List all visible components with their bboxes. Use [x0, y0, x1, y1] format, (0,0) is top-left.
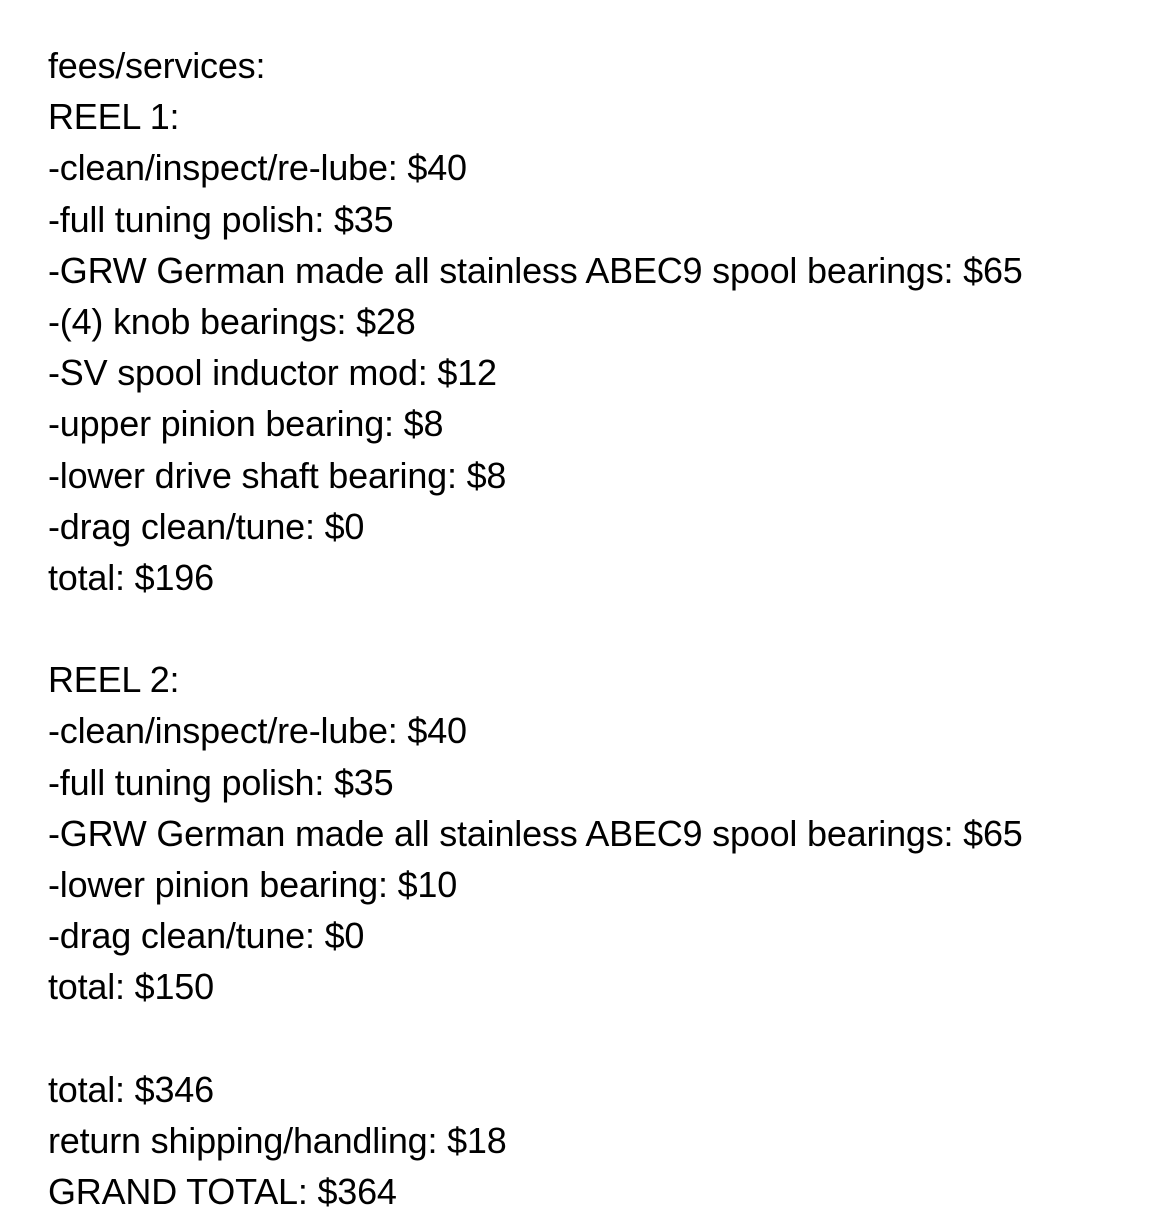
reel-1-item: -GRW German made all stainless ABEC9 spool bearings: $65	[48, 249, 1023, 291]
grand-total: GRAND TOTAL: $364	[48, 1171, 397, 1213]
reel-2-item: -clean/inspect/re-lube: $40	[48, 710, 467, 752]
reel-2-item: -GRW German made all stainless ABEC9 spool bearings: $65	[48, 812, 1023, 854]
reel-1-title: REEL 1:	[48, 96, 180, 138]
shipping-fee: return shipping/handling: $18	[48, 1119, 507, 1161]
reel-1-item: -upper pinion bearing: $8	[48, 403, 444, 445]
reel-2-item: -drag clean/tune: $0	[48, 915, 365, 957]
reel-2-title: REEL 2:	[48, 659, 180, 701]
reel-1-item: -full tuning polish: $35	[48, 198, 394, 240]
reel-1-item: -SV spool inductor mod: $12	[48, 352, 497, 394]
reel-1-section	[48, 91, 1158, 603]
reel-2-section	[48, 654, 1158, 1012]
reel-1-total: total: $196	[48, 556, 214, 598]
spacer	[48, 603, 1158, 654]
combined-total: total: $346	[48, 1068, 214, 1110]
spacer	[48, 1013, 1158, 1064]
fee-document	[48, 40, 1158, 1217]
document-heading: fees/services:	[48, 45, 266, 86]
reel-2-item: -full tuning polish: $35	[48, 761, 394, 803]
reel-2-total: total: $150	[48, 966, 214, 1008]
summary-section	[48, 1064, 1158, 1218]
reel-1-item: -(4) knob bearings: $28	[48, 300, 416, 342]
reel-1-item: -drag clean/tune: $0	[48, 505, 365, 547]
reel-1-item: -clean/inspect/re-lube: $40	[48, 147, 467, 189]
reel-2-item: -lower pinion bearing: $10	[48, 864, 458, 905]
reel-1-item: -lower drive shaft bearing: $8	[48, 454, 507, 496]
